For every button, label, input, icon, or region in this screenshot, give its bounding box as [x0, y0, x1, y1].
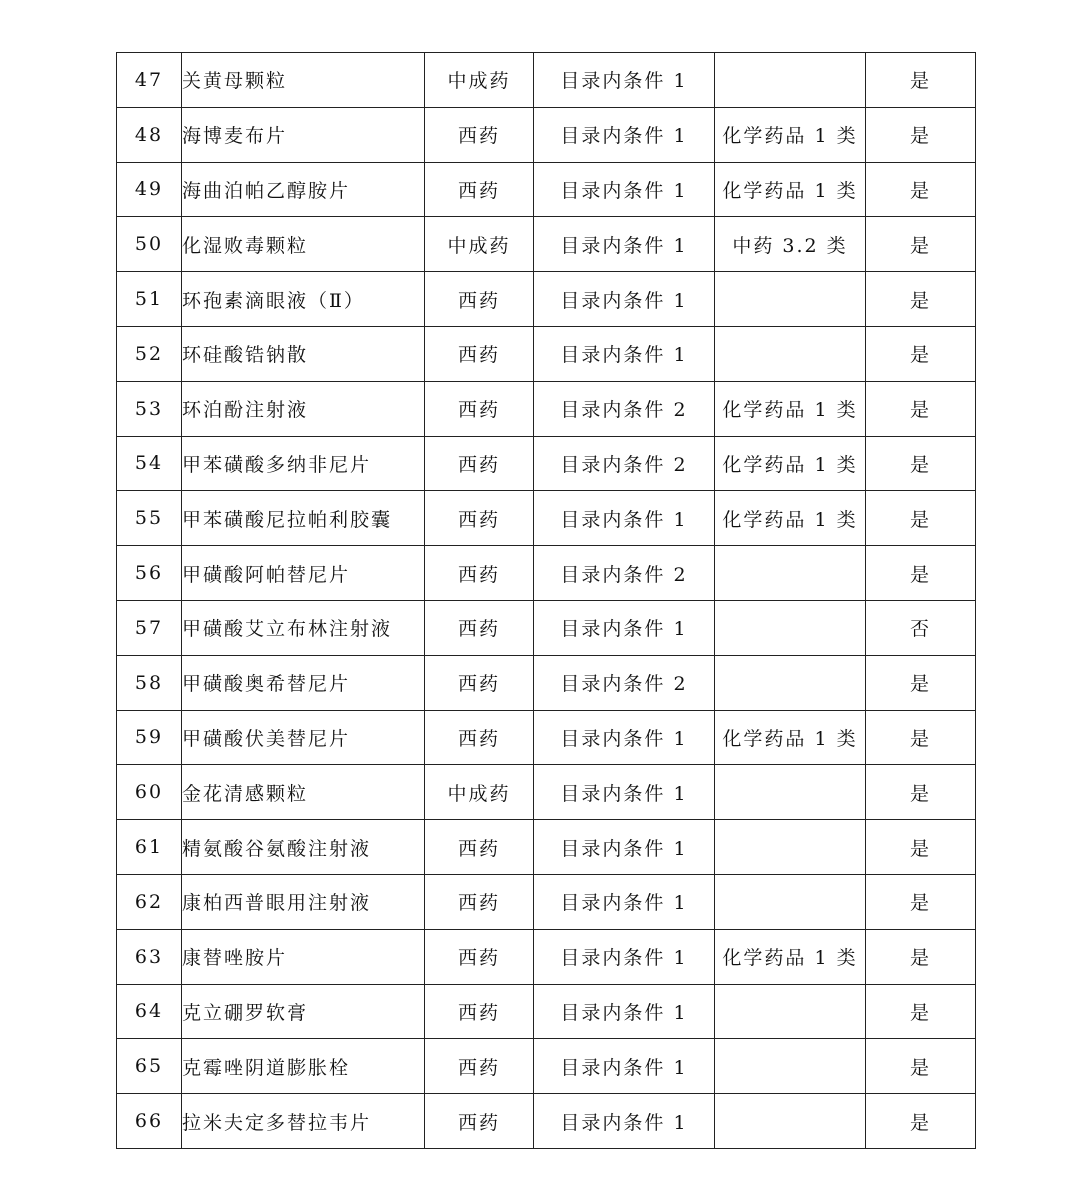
table-row: [117, 546, 976, 601]
table-row: [117, 272, 976, 327]
drug-type: 西药: [425, 1094, 534, 1149]
drug-category: 化学药品 1 类: [715, 710, 866, 765]
drug-category: 化学药品 1 类: [715, 107, 866, 162]
table-row: [117, 655, 976, 710]
catalog-condition: 目录内条件 1: [534, 217, 715, 272]
drug-type: 西药: [425, 491, 534, 546]
drug-type: 西药: [425, 272, 534, 327]
yes-no-flag: 是: [866, 162, 976, 217]
row-number: 60: [117, 765, 182, 820]
yes-no-flag: 是: [866, 546, 976, 601]
catalog-condition: 目录内条件 1: [534, 765, 715, 820]
drug-name: 甲磺酸伏美替尼片: [182, 710, 425, 765]
drug-category: [715, 272, 866, 327]
drug-type: 中成药: [425, 217, 534, 272]
table-row: [117, 984, 976, 1039]
row-number: 54: [117, 436, 182, 491]
drug-category: [715, 600, 866, 655]
row-number: 66: [117, 1094, 182, 1149]
drug-category: [715, 1094, 866, 1149]
drug-type: 西药: [425, 874, 534, 929]
yes-no-flag: 是: [866, 107, 976, 162]
row-number: 59: [117, 710, 182, 765]
yes-no-flag: 是: [866, 326, 976, 381]
drug-name: 甲磺酸艾立布林注射液: [182, 600, 425, 655]
catalog-condition: 目录内条件 1: [534, 53, 715, 108]
drug-category: 化学药品 1 类: [715, 381, 866, 436]
drug-name: 化湿败毒颗粒: [182, 217, 425, 272]
catalog-condition: 目录内条件 1: [534, 272, 715, 327]
drug-name: 康柏西普眼用注射液: [182, 874, 425, 929]
drug-type: 西药: [425, 107, 534, 162]
catalog-condition: 目录内条件 1: [534, 874, 715, 929]
catalog-condition: 目录内条件 1: [534, 710, 715, 765]
table-row: [117, 1094, 976, 1149]
table-row: [117, 326, 976, 381]
catalog-condition: 目录内条件 1: [534, 1094, 715, 1149]
yes-no-flag: 否: [866, 600, 976, 655]
yes-no-flag: 是: [866, 655, 976, 710]
table-row: [117, 929, 976, 984]
drug-name: 环硅酸锆钠散: [182, 326, 425, 381]
drug-type: 西药: [425, 984, 534, 1039]
table-row: [117, 765, 976, 820]
drug-type: 西药: [425, 436, 534, 491]
drug-type: 西药: [425, 162, 534, 217]
yes-no-flag: 是: [866, 820, 976, 875]
yes-no-flag: 是: [866, 765, 976, 820]
yes-no-flag: 是: [866, 272, 976, 327]
drug-name: 甲苯磺酸尼拉帕利胶囊: [182, 491, 425, 546]
table-row: [117, 217, 976, 272]
row-number: 61: [117, 820, 182, 875]
table-row: [117, 710, 976, 765]
drug-category: [715, 53, 866, 108]
drug-category: [715, 765, 866, 820]
drug-name: 关黄母颗粒: [182, 53, 425, 108]
drug-name: 拉米夫定多替拉韦片: [182, 1094, 425, 1149]
table-row: [117, 53, 976, 108]
drug-name: 甲磺酸奥希替尼片: [182, 655, 425, 710]
drug-category: [715, 820, 866, 875]
row-number: 58: [117, 655, 182, 710]
row-number: 63: [117, 929, 182, 984]
table-row: [117, 381, 976, 436]
catalog-condition: 目录内条件 1: [534, 491, 715, 546]
drug-name: 克霉唑阴道膨胀栓: [182, 1039, 425, 1094]
yes-no-flag: 是: [866, 984, 976, 1039]
table-row: [117, 162, 976, 217]
row-number: 51: [117, 272, 182, 327]
drug-type: 西药: [425, 820, 534, 875]
catalog-condition: 目录内条件 1: [534, 600, 715, 655]
drug-name: 克立硼罗软膏: [182, 984, 425, 1039]
yes-no-flag: 是: [866, 436, 976, 491]
yes-no-flag: 是: [866, 929, 976, 984]
table-row: [117, 600, 976, 655]
yes-no-flag: 是: [866, 217, 976, 272]
table-row: [117, 874, 976, 929]
yes-no-flag: 是: [866, 874, 976, 929]
drug-type: 西药: [425, 929, 534, 984]
table-row: [117, 820, 976, 875]
drug-name: 海曲泊帕乙醇胺片: [182, 162, 425, 217]
drug-category: 化学药品 1 类: [715, 162, 866, 217]
drug-type: 西药: [425, 1039, 534, 1094]
catalog-condition: 目录内条件 1: [534, 107, 715, 162]
drug-name: 康替唑胺片: [182, 929, 425, 984]
catalog-condition: 目录内条件 2: [534, 546, 715, 601]
drug-category: 化学药品 1 类: [715, 436, 866, 491]
drug-category: [715, 874, 866, 929]
drug-type: 西药: [425, 326, 534, 381]
drug-type: 中成药: [425, 765, 534, 820]
table-row: [117, 491, 976, 546]
table-row: [117, 436, 976, 491]
row-number: 49: [117, 162, 182, 217]
catalog-condition: 目录内条件 1: [534, 984, 715, 1039]
row-number: 64: [117, 984, 182, 1039]
catalog-condition: 目录内条件 2: [534, 436, 715, 491]
row-number: 56: [117, 546, 182, 601]
drug-category: 化学药品 1 类: [715, 491, 866, 546]
yes-no-flag: 是: [866, 1094, 976, 1149]
drug-category: [715, 655, 866, 710]
drug-name: 精氨酸谷氨酸注射液: [182, 820, 425, 875]
catalog-condition: 目录内条件 2: [534, 655, 715, 710]
yes-no-flag: 是: [866, 491, 976, 546]
catalog-condition: 目录内条件 1: [534, 162, 715, 217]
catalog-condition: 目录内条件 1: [534, 1039, 715, 1094]
yes-no-flag: 是: [866, 53, 976, 108]
row-number: 57: [117, 600, 182, 655]
drug-type: 西药: [425, 381, 534, 436]
yes-no-flag: 是: [866, 1039, 976, 1094]
drug-name: 甲磺酸阿帕替尼片: [182, 546, 425, 601]
catalog-condition: 目录内条件 1: [534, 326, 715, 381]
row-number: 55: [117, 491, 182, 546]
drug-name: 海博麦布片: [182, 107, 425, 162]
drug-category: [715, 1039, 866, 1094]
catalog-condition: 目录内条件 2: [534, 381, 715, 436]
drug-type: 西药: [425, 710, 534, 765]
drug-category: 化学药品 1 类: [715, 929, 866, 984]
catalog-condition: 目录内条件 1: [534, 820, 715, 875]
drug-category: [715, 546, 866, 601]
yes-no-flag: 是: [866, 381, 976, 436]
row-number: 47: [117, 53, 182, 108]
row-number: 65: [117, 1039, 182, 1094]
table-row: [117, 1039, 976, 1094]
yes-no-flag: 是: [866, 710, 976, 765]
drug-category: [715, 984, 866, 1039]
table-row: [117, 107, 976, 162]
drug-category: [715, 326, 866, 381]
drug-name: 金花清感颗粒: [182, 765, 425, 820]
row-number: 50: [117, 217, 182, 272]
drug-type: 西药: [425, 546, 534, 601]
row-number: 53: [117, 381, 182, 436]
drug-name: 环泊酚注射液: [182, 381, 425, 436]
drug-name: 环孢素滴眼液（Ⅱ）: [182, 272, 425, 327]
drug-table: [116, 52, 976, 1149]
row-number: 62: [117, 874, 182, 929]
drug-type: 中成药: [425, 53, 534, 108]
drug-table-body: [117, 53, 976, 1149]
drug-type: 西药: [425, 655, 534, 710]
catalog-condition: 目录内条件 1: [534, 929, 715, 984]
row-number: 52: [117, 326, 182, 381]
drug-type: 西药: [425, 600, 534, 655]
drug-category: 中药 3.2 类: [715, 217, 866, 272]
row-number: 48: [117, 107, 182, 162]
drug-name: 甲苯磺酸多纳非尼片: [182, 436, 425, 491]
